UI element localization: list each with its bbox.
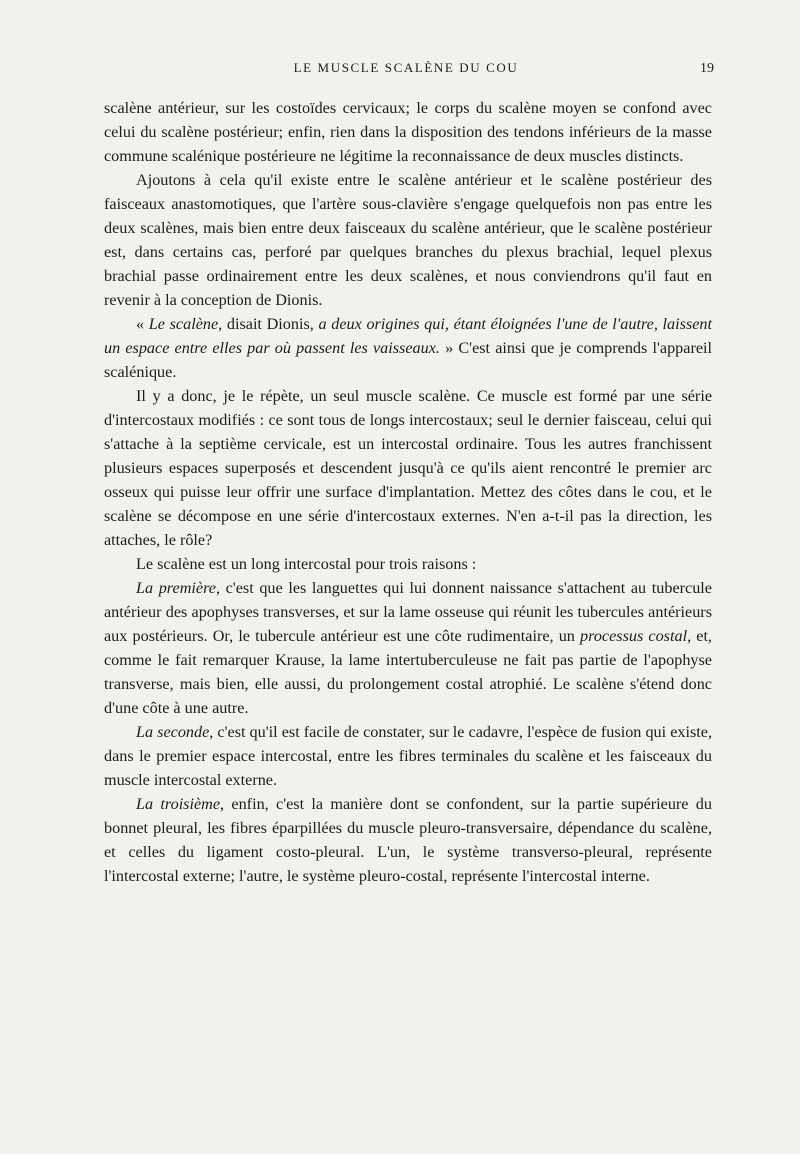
italic-term: La seconde — [136, 723, 210, 741]
italic-term: La première — [136, 579, 216, 597]
text-span: , enfin, c'est la manière dont se confondent, sur la partie supérieure du bonnet pleural, les fibres éparpillées du muscle pleuro-transversaire, dépendance du scalène, et celles du ligament costo-pleural. L'un, le système transverso-pleural, représente l'intercostal externe; l'autre, le système pleuro-costal, représente l'intercostal interne. — [104, 795, 712, 885]
text-span: , disait Dionis, — [218, 315, 319, 333]
paragraph-5: Le scalène est un long intercostal pour trois raisons : — [136, 555, 477, 573]
italic-term: Le scalène — [148, 315, 219, 333]
open-quote: « — [136, 315, 149, 333]
paragraph-6-premiere — [104, 576, 712, 720]
paragraph-1: scalène antérieur, sur les costoïdes cervicaux; le corps du scalène moyen se confond avec celui du scalène postérieur; enfin, rien dans la disposition des tendons inférieurs de la masse commune scalénique postérieure ne légitime la reconnaissance de deux muscles distincts. — [104, 99, 712, 165]
text-span: » C'est ainsi que je comprends l'appareil scalénique. — [104, 339, 713, 381]
body-text — [104, 96, 712, 888]
italic-term: La troisième — [136, 795, 221, 813]
paragraph-3-dionis-quote — [104, 312, 712, 384]
running-title: LE MUSCLE SCALÈNE DU COU — [293, 60, 519, 75]
paragraph-7-seconde — [104, 720, 712, 792]
text-span: , c'est qu'il est facile de constater, sur le cadavre, l'espèce de fusion qui existe, dans le premier espace intercostal, entre les fibres terminales du scalène et les faisceaux du muscle intercostal externe. — [104, 723, 712, 789]
text-span: , c'est que les languettes qui lui donnent naissance s'attachent au tubercule antérieur des apophyses transverses, et sur la lame osseuse qui réunit les tubercules antérieurs aux postérieurs. Or, le tubercule antérieur est une côte rudimentaire, un — [104, 579, 712, 645]
paragraph-8-troisieme — [104, 792, 712, 888]
page-header — [100, 60, 712, 82]
text-span: , et, comme le fait remarquer Krause, la lame intertuberculeuse ne fait pas partie de l'apophyse transverse, mais bien, elle aussi, du prolongement costal atrophié. Le scalène s'étend donc d'une côte à une autre. — [104, 627, 712, 717]
paragraph-2: Ajoutons à cela qu'il existe entre le scalène antérieur et le scalène postérieur des faisceaux anastomotiques, que l'artère sous-clavière s'engage quelquefois non pas entre les deux scalènes, mais bien entre deux faisceaux du scalène antérieur, que le scalène postérieur est, dans certains cas, perforé par quelques branches du plexus brachial, lequel plexus brachial passe ordinairement entre les deux scalènes, et nous conviendrons qu'il faut en revenir à la conception de Dionis. — [104, 171, 712, 309]
italic-quote: a deux origines qui, étant éloignées l'une de l'autre, laissent un espace entre elles par où passent les vaisseaux. — [104, 315, 713, 357]
italic-term: processus costal — [580, 627, 688, 645]
paragraph-4: Il y a donc, je le répète, un seul muscle scalène. Ce muscle est formé par une série d'intercostaux modifiés : ce sont tous de longs intercostaux; seul le dernier faisceau, celui qui s'attache à la septième cervicale, est un intercostal ordinaire. Tous les autres franchissent plusieurs espaces superposés et descendent jusqu'à ce qu'ils aient rencontré le premier arc osseux qui puisse leur offrir une surface d'implantation. Mettez des côtes dans le cou, et le scalène se décompose en une série d'intercostaux externes. N'en a-t-il pas la direction, les attaches, le rôle? — [104, 387, 712, 549]
page-number: 19 — [700, 61, 714, 76]
